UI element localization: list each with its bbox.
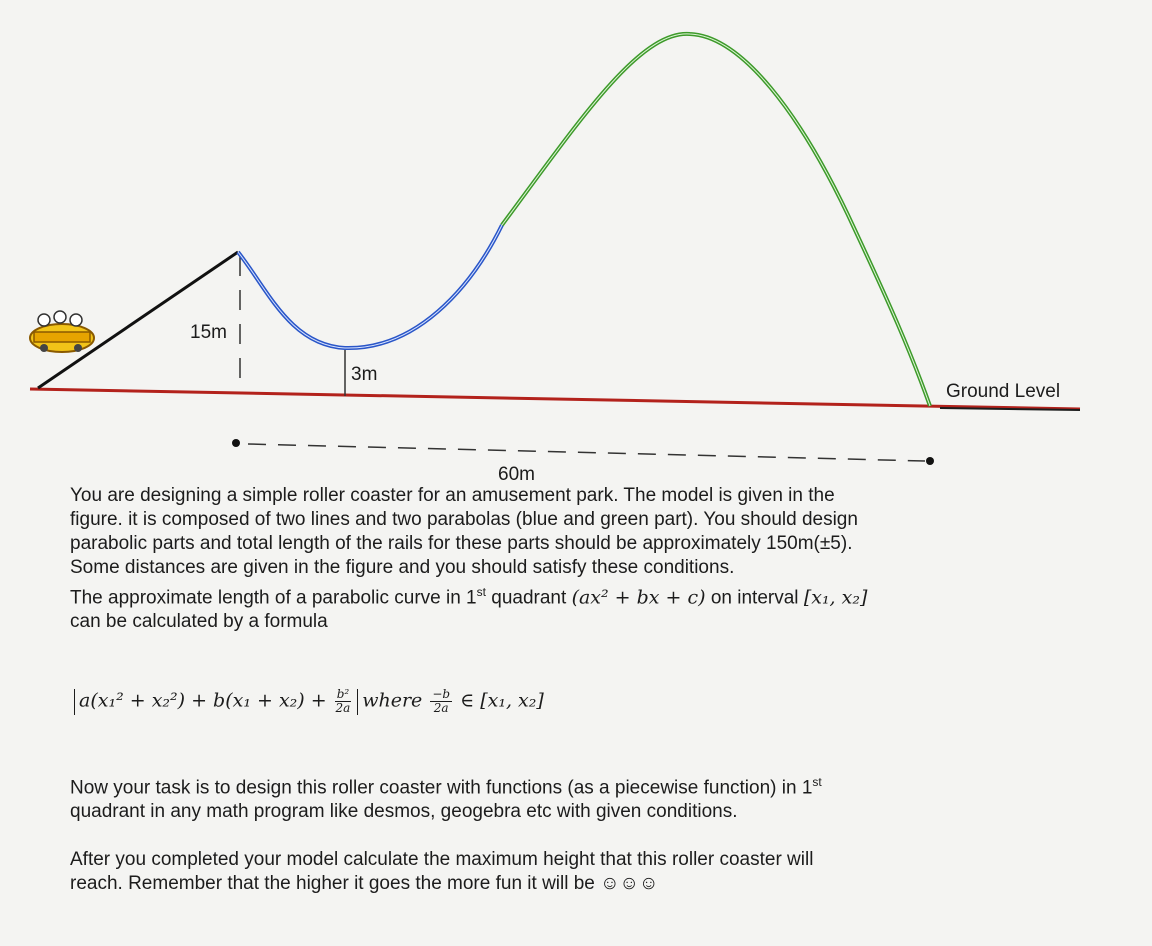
arc-length-formula — [70, 688, 544, 715]
intro-line-5: The approximate length of a parabolic curve in 1st quadrant (ax² + bx + c) on interval [x₁, x₂] — [70, 585, 868, 609]
ground-line — [30, 389, 1080, 409]
task-line-3: After you completed your model calculate the maximum height that this roller coaster will — [70, 849, 814, 870]
width-marker-60m — [248, 444, 925, 461]
task-line-2: quadrant in any math program like desmos, geogebra etc with given conditions. — [70, 801, 738, 823]
width-marker-end — [926, 457, 934, 465]
formula-condition: ∈ [x₁, x₂] — [460, 689, 544, 712]
formula-fraction-b2-over-2a: $\frac{\text{b²}}{2a}$ — [335, 687, 351, 715]
intro-line-2: figure. it is composed of two lines and two parabolas (blue and green part). You should design — [70, 509, 858, 530]
formula-expression: a(x₁² + x₂²) + b(x₁ + x₂) + — [79, 689, 333, 712]
intro-line-4: Some distances are given in the figure and you should satisfy these conditions. — [70, 557, 735, 578]
ramp-line — [38, 252, 238, 388]
dip-label-3m: 3m — [351, 364, 378, 385]
abs-bar-right — [357, 689, 358, 715]
width-label-60m: 60m — [498, 464, 535, 485]
intro-line-3: parabolic parts and total length of the rails for these parts should be approximately 150m(±5). — [70, 533, 853, 554]
intro-line-6: can be calculated by a formula — [70, 611, 328, 633]
green-parabola — [502, 34, 930, 406]
polynomial-expression: (ax² + bx + c) — [571, 586, 706, 609]
formula-fraction-neg-b-over-2a: $\frac{-b}{2a}$ — [432, 687, 451, 715]
interval-expression: [x₁, x₂] — [803, 586, 868, 609]
abs-bar-left — [74, 689, 75, 715]
task-line-1: Now your task is to design this roller coaster with functions (as a piecewise function) in 1st — [70, 775, 822, 799]
roller-coaster-cart-icon — [30, 311, 94, 352]
task-line-4: reach. Remember that the higher it goes the more fun it will be ☺☺☺ — [70, 873, 659, 894]
intro-line-1: You are designing a simple roller coaster for an amusement park. The model is given in the — [70, 485, 835, 506]
problem-description — [70, 484, 1010, 634]
width-marker-start — [232, 439, 240, 447]
task-paragraph-2 — [70, 848, 970, 896]
task-paragraph-1 — [70, 770, 970, 824]
ground-level-label: Ground Level — [946, 381, 1061, 402]
formula-where: where — [362, 689, 423, 712]
height-label-15m: 15m — [190, 322, 227, 343]
